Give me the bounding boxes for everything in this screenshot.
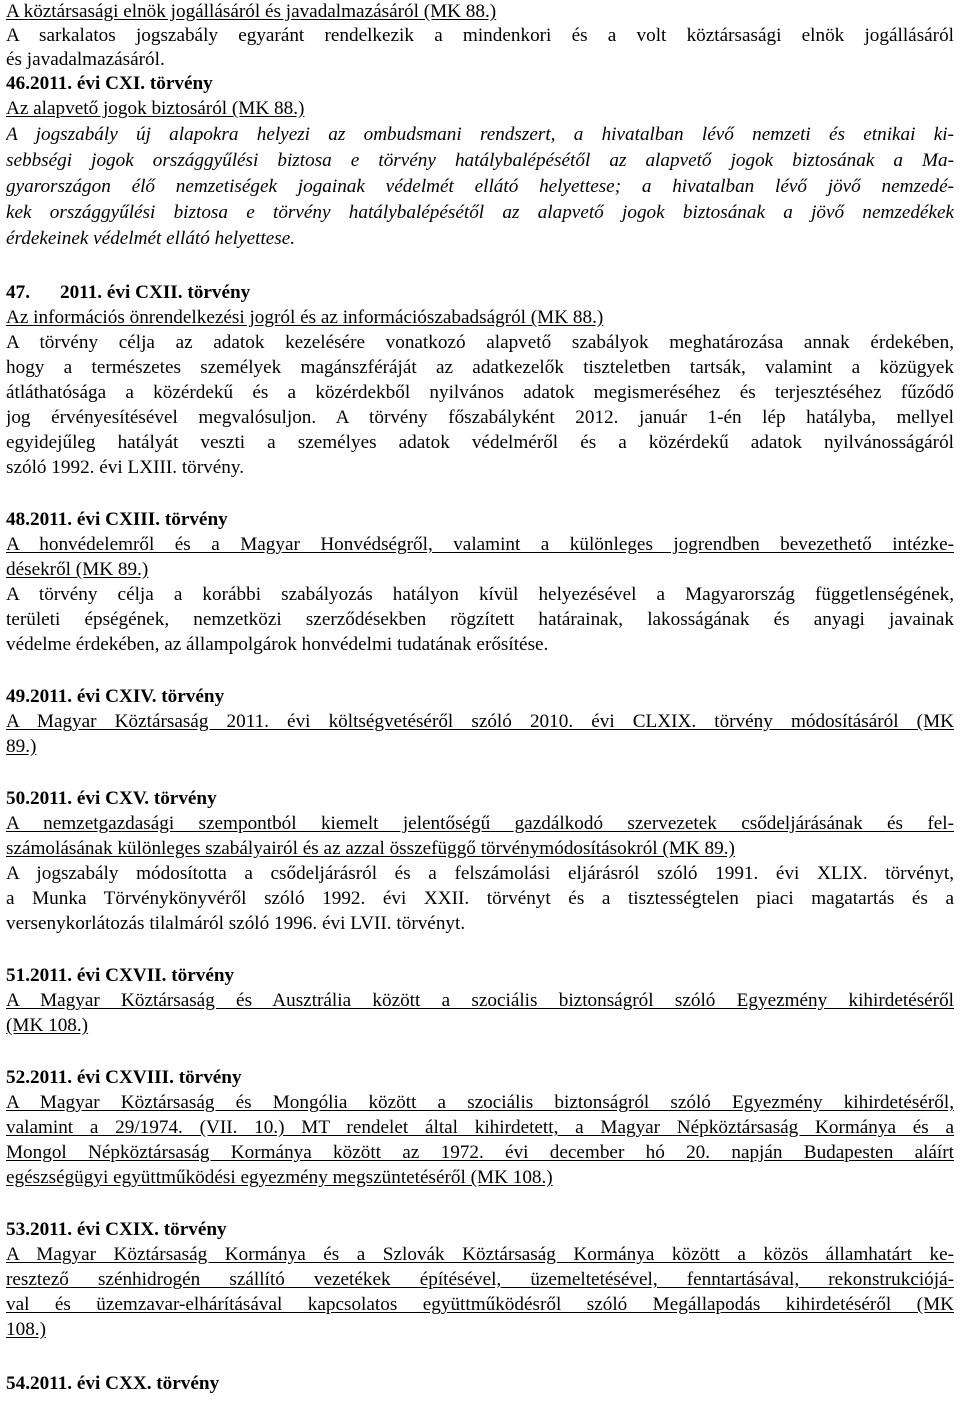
entry-title: (MK 108.) [6, 1015, 89, 1036]
entry-title: A honvédelemről és a Magyar Honvédségről, valamint a különleges jogrendben bevezethető intézke- [6, 534, 954, 555]
entry-body-line: és javadalmazásáról. [6, 49, 165, 70]
entry-number: 52.2011. évi CXVIII. törvény [6, 1067, 242, 1088]
entry-title: számolásának különleges szabályairól és az azzal összefüggő törvénymódosításokról (MK 89.) [6, 838, 735, 859]
entry-body-line: szóló 1992. évi LXIII. törvény. [6, 457, 245, 478]
entry-title: resztező szénhidrogén szállító vezetékek építésével, üzemeltetésével, fenntartásával, rekonstrukciójá- [6, 1269, 954, 1290]
entry-number-prefix: 47. [6, 282, 30, 303]
entry-number [6, 281, 954, 305]
entry-number: 53.2011. évi CXIX. törvény [6, 1219, 227, 1240]
entry-title: val és üzemzavar-elhárításával kapcsolatos együttműködésről szóló Megállapodás kihirdetéséről (MK [6, 1294, 954, 1315]
entry-number-text: 2011. évi CXII. törvény [59, 282, 251, 303]
entry-title: A nemzetgazdasági szempontból kiemelt jelentőségű gazdálkodó szervezetek csődeljárásának és fel- [6, 813, 954, 834]
entry-body-line: A jogszabály módosította a csődeljárásról és a felszámolási eljárásról szóló 1991. évi XLIX. törvényt, [6, 863, 954, 884]
entry-body-line: A jogszabály új alapokra helyezi az ombudsmani rendszert, a hivatalban lévő nemzeti és etnikai ki- [6, 124, 954, 145]
entry-body-line: kek országgyűlési biztosa e törvény hatálybalépésétől az alapvető jogok biztosának a jövő nemzedékek [6, 202, 954, 223]
entry-title: Mongol Népköztársaság Kormánya között az 1972. évi december hó 20. napján Budapesten aláírt [6, 1142, 954, 1163]
entry-number: 48.2011. évi CXIII. törvény [6, 509, 228, 530]
entry-body-line: területi épségének, nemzetközi szerződésekben rögzített határainak, lakosságának és anyagi javainak [6, 609, 954, 630]
entry-body-line: egyidejűleg hatályát veszti a személyes adatok védelméről és a közérdekű adatok nyilvánosságáról [6, 432, 954, 453]
entry-number: 50.2011. évi CXV. törvény [6, 788, 217, 809]
entry-title: valamint a 29/1974. (VII. 10.) MT rendelet által kihirdetett, a Magyar Népköztársaság Kormánya és a [6, 1117, 954, 1138]
entry-body-line: védelme érdekében, az állampolgárok honvédelmi tudatának erősítése. [6, 634, 549, 655]
entry-number: 54.2011. évi CXX. törvény [6, 1373, 220, 1394]
entry-title: A Magyar Köztársaság és Mongólia között a szociális biztonságról szóló Egyezmény kihirdetéséről, [6, 1092, 954, 1113]
entry-body-line: jog érvényesítésével megvalósuljon. A törvény főszabályként 2012. január 1-én lép hatályba, mellyel [6, 407, 954, 428]
entry-title: désekről (MK 89.) [6, 559, 149, 580]
entry-title: egészségügyi együttműködési egyezmény megszüntetéséről (MK 108.) [6, 1167, 553, 1188]
entry-body-line: gyarországon élő nemzetiségek jogainak védelmét ellátó helyettese; a hivatalban lévő jövő nemzedé- [6, 176, 954, 197]
entry-body-line: sebbségi jogok országgyűlési biztosa e törvény hatálybalépésétől az alapvető jogok biztosának a Ma- [6, 150, 954, 171]
entry-body-line: A törvény célja az adatok kezelésére vonatkozó alapvető szabályok meghatározása annak érdekében, [6, 332, 954, 353]
entry-title: A köztársasági elnök jogállásáról és javadalmazásáról (MK 88.) [6, 1, 497, 22]
entry-title: 89.) [6, 736, 37, 757]
entry-number: 51.2011. évi CXVII. törvény [6, 965, 235, 986]
entry-title: 108.) [6, 1319, 46, 1340]
entry-body-line: A sarkalatos jogszabály egyaránt rendelkezik a mindenkori és a volt köztársasági elnök jogállásáról [6, 25, 954, 46]
entry-title: A Magyar Köztársaság 2011. évi költségvetéséről szóló 2010. évi CLXIX. törvény módosításáról (MK [6, 711, 954, 732]
entry-number: 46.2011. évi CXI. törvény [6, 73, 213, 94]
entry-body-line: hogy a természetes személyek magánszféráját az adatkezelők tiszteletben tartsák, valamint a közügyek [6, 357, 954, 378]
entry-body-line: a Munka Törvénykönyvéről szóló 1992. évi XXII. törvényt és a tisztességtelen piaci magatartás és a [6, 888, 954, 909]
entry-body-line: érdekeinek védelmét ellátó helyettese. [6, 228, 296, 249]
entry-title: Az alapvető jogok biztosáról (MK 88.) [6, 98, 305, 119]
entry-title: A Magyar Köztársaság és Ausztrália között a szociális biztonságról szóló Egyezmény kihirdetéséről [6, 990, 954, 1011]
entry-number: 49.2011. évi CXIV. törvény [6, 686, 225, 707]
entry-body-line: A törvény célja a korábbi szabályozás hatályon kívül helyezésével a Magyarország függetlenségének, [6, 584, 954, 605]
entry-body-line: versenykorlátozás tilalmáról szóló 1996. évi LVII. törvényt. [6, 913, 466, 934]
entry-title: A Magyar Köztársaság Kormánya és a Szlovák Köztársaság Kormánya között a közös államhatárt ke- [6, 1244, 954, 1265]
entry-body-line: átláthatósága a közérdekű és a közérdekből nyilvános adatok megismeréséhez és terjesztéséhez fűződő [6, 382, 954, 403]
entry-title: Az információs önrendelkezési jogról és az információszabadságról (MK 88.) [6, 307, 604, 328]
